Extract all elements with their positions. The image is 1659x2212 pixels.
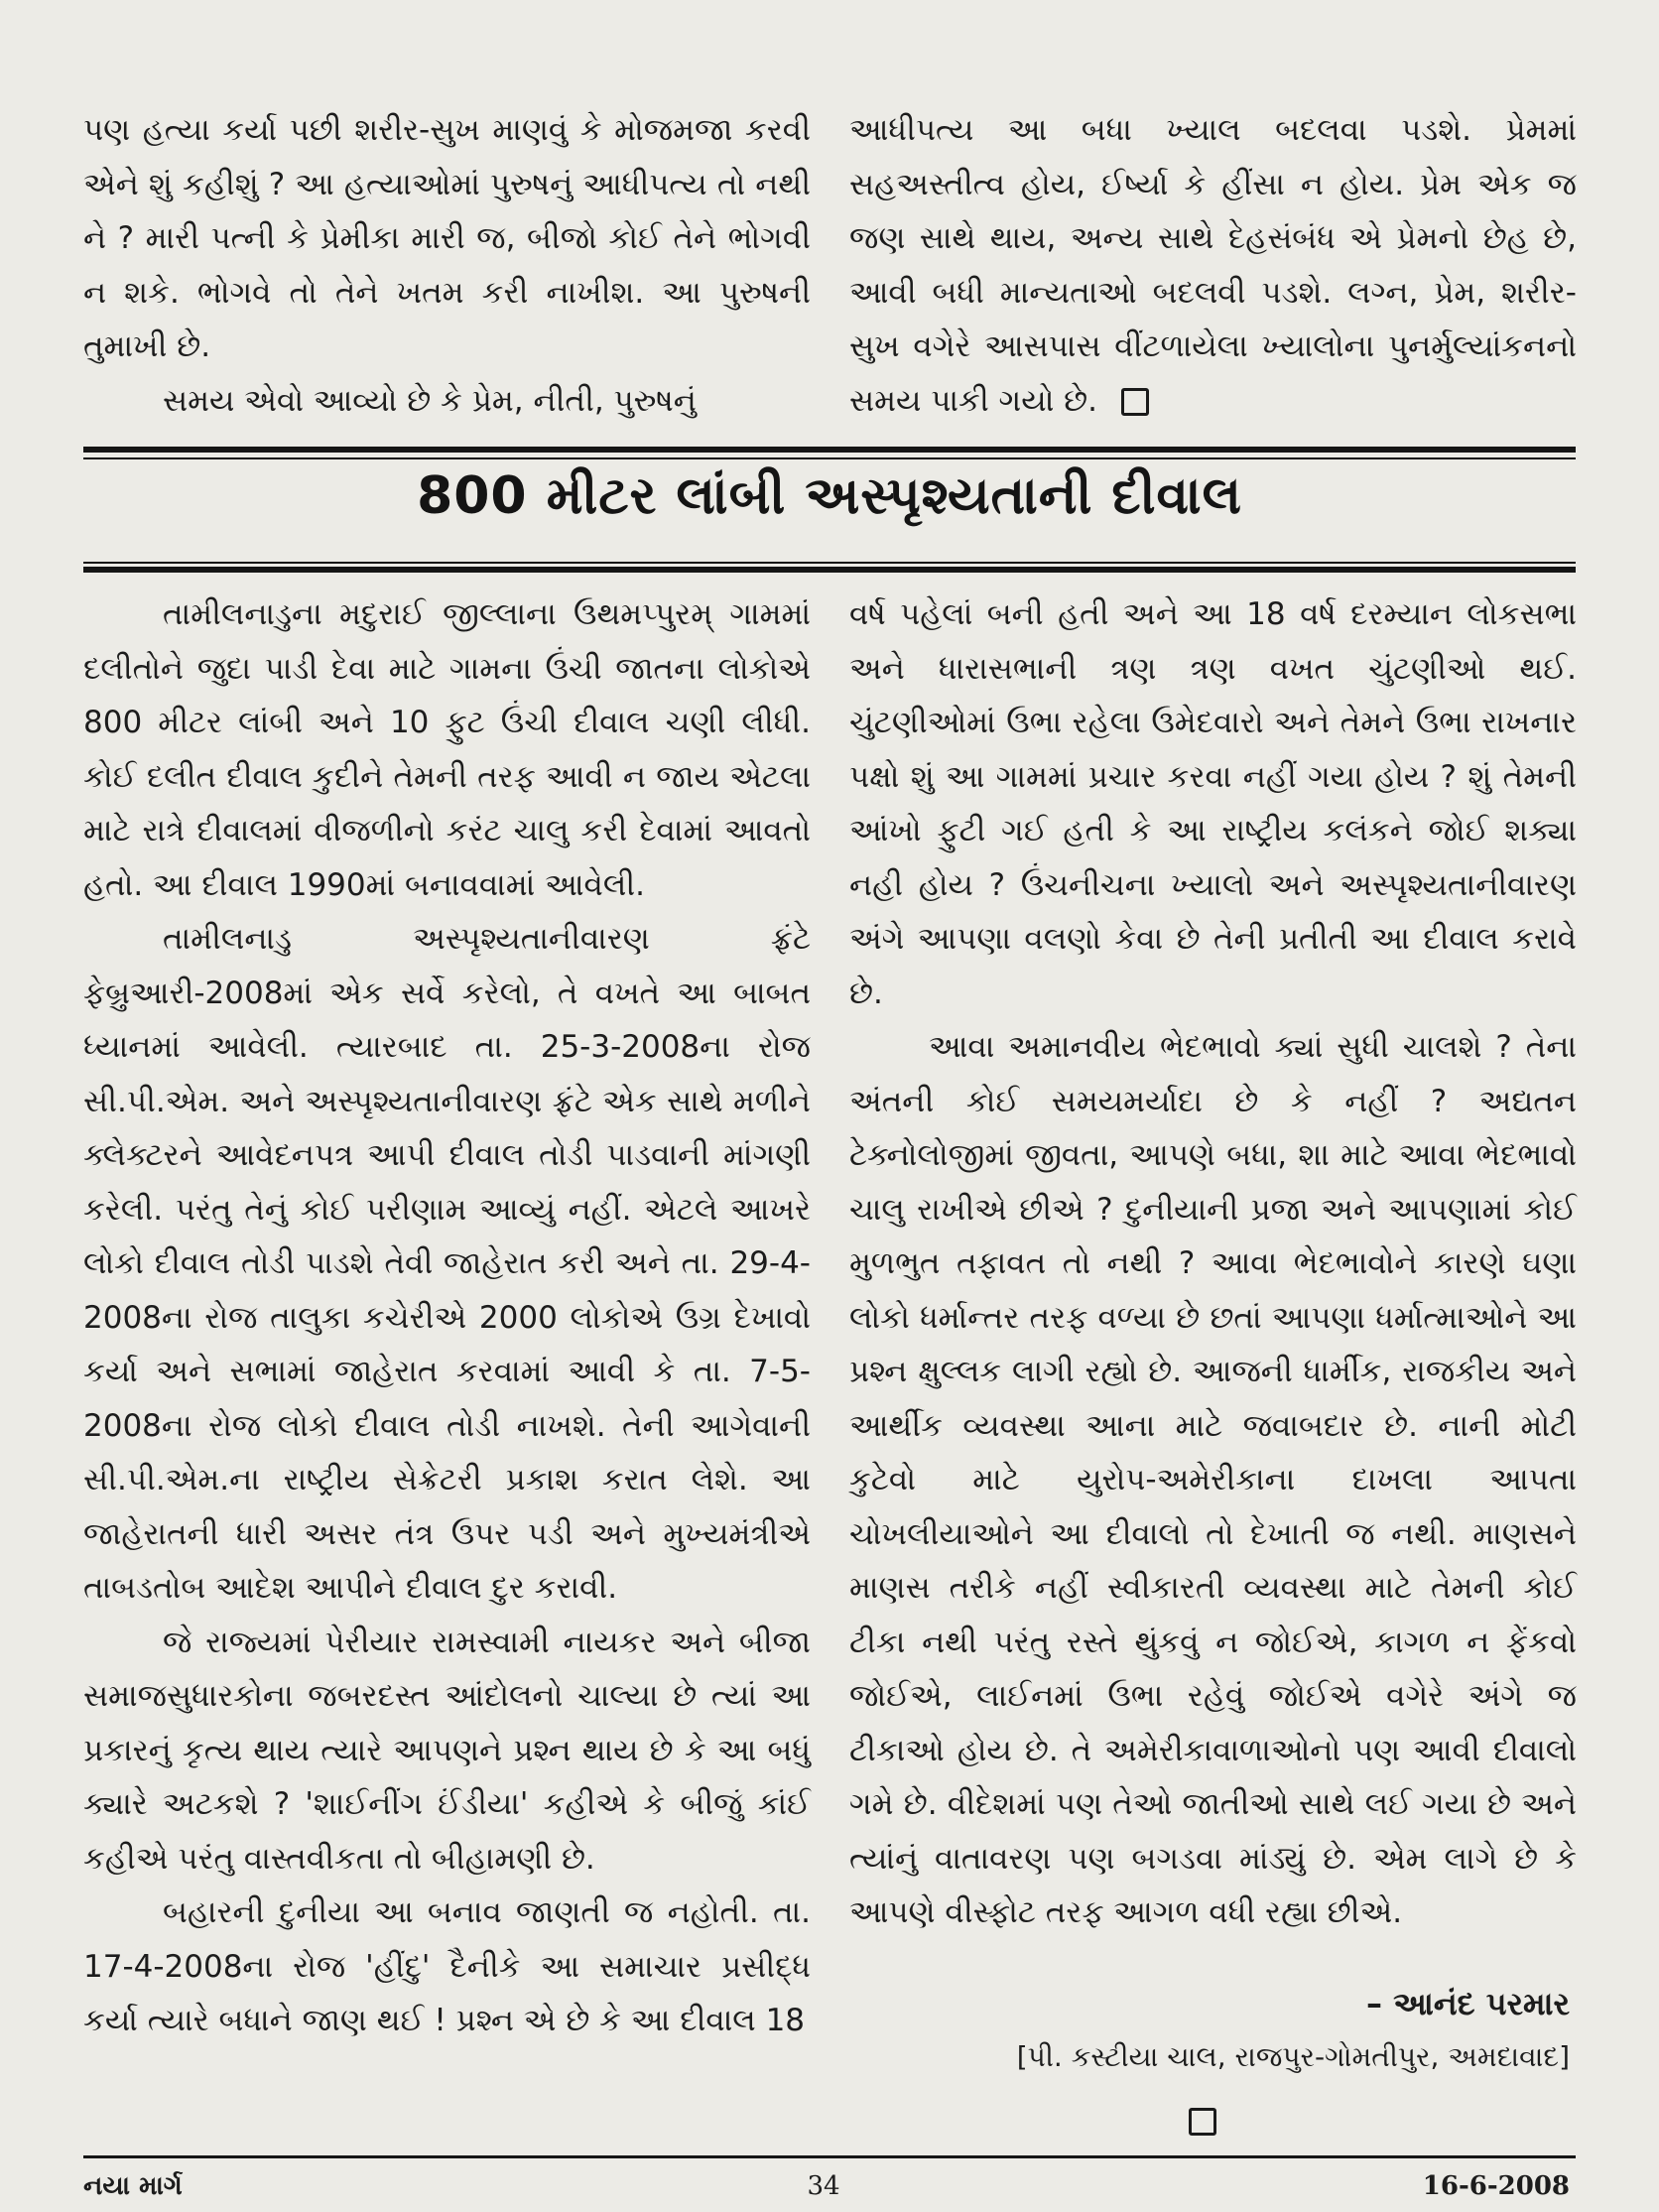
article-left-column: [83, 587, 811, 2048]
article-paragraph-4: બહારની દુનીયા આ બનાવ જાણતી જ નહોતી. તા. 17-4-2008ના રોજ 'હીંદુ' દૈનીકે આ સમાચાર પ્રસીદ્ધ કર્યા ત્યારે બધાને જાણ થઈ ! પ્રશ્ન એ છે કે આ દીવાલ 18: [83, 1894, 811, 2038]
footer-rule: [83, 2155, 1576, 2158]
article-paragraph-5: વર્ષ પહેલાં બની હતી અને આ 18 વર્ષ દરમ્યાન લોકસભા અને ધારાસભાની ત્રણ ત્રણ વખત ચુંટણીઓ થઈ. ચુંટણીઓમાં ઉભા રહેલા ઉમેદવારો અને તેમને ઉભા રાખનાર પક્ષો શું આ ગામમાં પ્રચાર કરવા નહીં ગયા હોય ? શું તેમની આંખો ફુટી ગઈ હતી કે આ રાષ્ટ્રીય કલંકને જોઈ શક્યા નહી હોય ? ઉંચનીચના ખ્યાલો અને અસ્પૃશ્યતાનીવારણ અંગે આપણા વલણો કેવા છે તેની પ્રતીતી આ દીવાલ કરાવે છે.: [849, 596, 1577, 1011]
top-left-paragraph-2: સમય એવો આવ્યો છે કે પ્રેમ, નીતી, પુરુષનું: [163, 382, 697, 419]
title-top-rule-thick: [83, 447, 1576, 453]
footer-page-number: 34: [807, 2171, 840, 2201]
author-address: [પી. કસ્ટીયા ચાલ, રાજપુર-ગોમતીપુર, અમદાવાદ]: [1016, 2040, 1570, 2073]
top-right-column: [849, 103, 1577, 428]
article-paragraph-2: તામીલનાડુ અસ્પૃશ્યતાનીવારણ ફ્રંટે ફેબ્રુઆરી-2008માં એક સર્વે કરેલો, તે વખતે આ બાબત ધ્યાનમાં આવેલી. ત્યારબાદ તા. 25-3-2008ના રોજ સી.પી.એમ. અને અસ્પૃશ્યતાનીવારણ ફ્રંટે એક સાથે મળીને ક્લેક્ટરને આવેદનપત્ર આપી દીવાલ તોડી પાડવાની માંગણી કરેલી. પરંતુ તેનું કોઈ પરીણામ આવ્યું નહીં. એટલે આખરે લોકો દીવાલ તોડી પાડશે તેવી જાહેરાત કરી અને તા. 29-4-2008ના રોજ તાલુકા કચેરીએ 2000 લોકોએ ઉગ્ર દેખાવો કર્યા અને સભામાં જાહેરાત કરવામાં આવી કે તા. 7-5-2008ના રોજ લોકો દીવાલ તોડી નાખશે. તેની આગેવાની સી.પી.એમ.ના રાષ્ટ્રીય સેક્રેટરી પ્રકાશ કરાત લેશે. આ જાહેરાતની ધારી અસર તંત્ર ઉપર પડી અને મુખ્યમંત્રીએ તાબડતોબ આદેશ આપીને દીવાલ દુર કરાવી.: [83, 921, 811, 1606]
article-title: 800 મીટર લાંબી અસ્પૃશ્યતાની દીવાલ: [417, 466, 1242, 526]
title-bottom-rule-thin: [83, 562, 1576, 564]
article-author: – આનંદ પરમાર: [1365, 1985, 1570, 2022]
article-paragraph-3: જે રાજ્યમાં પેરીયાર રામસ્વામી નાયકર અને બીજા સમાજસુધારકોના જબરદસ્ત આંદોલનો ચાલ્યા છે ત્યાં આ પ્રકારનું કૃત્ય થાય ત્યારે આપણને પ્રશ્ન થાય છે કે આ બધું ક્યારે અટકશે ? 'શાઈનીંગ ઈંડીયા' કહીએ કે બીજું કાંઈ કહીએ પરંતુ વાસ્તવીકતા તો બીહામણી છે.: [83, 1624, 811, 1877]
title-top-rule-thin: [83, 457, 1576, 459]
end-mark-square-icon: [1121, 388, 1149, 416]
article-right-column: [849, 587, 1577, 1940]
article-end-square-icon: [1189, 2108, 1216, 2136]
top-right-paragraph-1-text: આધીપત્ય આ બધા ખ્યાલ બદલવા પડશે. પ્રેમમાં સહઅસ્તીત્વ હોય, ઈર્ષ્યા કે હીંસા ન હોય. પ્રેમ એક જ જણ સાથે થાય, અન્ય સાથે દેહસંબંધ એ પ્રેમનો છેહ છે, આવી બધી માન્યતાઓ બદલવી પડશે. લગ્ન, પ્રેમ, શરીર-સુખ વગેરે આસપાસ વીંટળાયેલા ખ્યાલોના પુનર્મુલ્યાંકનનો સમય પાકી ગયો છે.: [849, 112, 1577, 419]
footer-magazine-name: નયા માર્ગ: [83, 2171, 183, 2201]
title-bottom-rule-thick: [83, 567, 1576, 573]
footer-date: 16-6-2008: [1422, 2171, 1570, 2201]
top-right-paragraph-1: [849, 103, 1577, 428]
top-left-paragraph-1: પણ હત્યા કર્યા પછી શરીર-સુખ માણવું કે મોજમજા કરવી એને શું કહીશું ? આ હત્યાઓમાં પુરુષનું આધીપત્ય તો નથી ને ? મારી પત્ની કે પ્રેમીકા મારી જ, બીજો કોઈ તેને ભોગવી ન શકે. ભોગવે તો તેને ખતમ કરી નાખીશ. આ પુરુષની તુમાખી છે.: [83, 112, 811, 364]
article-paragraph-6: આવા અમાનવીય ભેદભાવો ક્યાં સુધી ચાલશે ? તેના અંતની કોઈ સમયમર્યાદા છે કે નહીં ? અદ્યતન ટેક્નોલોજીમાં જીવતા, આપણે બધા, શા માટે આવા ભેદભાવો ચાલુ રાખીએ છીએ ? દુનીયાની પ્રજા અને આપણામાં કોઈ મુળભુત તફાવત તો નથી ? આવા ભેદભાવોને કારણે ઘણા લોકો ધર્માન્તર તરફ વળ્યા છે છતાં આપણા ધર્માત્માઓને આ પ્રશ્ન ક્ષુલ્લક લાગી રહ્યો છે. આજની ધાર્મીક, રાજકીય અને આર્થીક વ્યવસ્થા આના માટે જવાબદાર છે. નાની મોટી કુટેવો માટે યુરોપ-અમેરીકાના દાખલા આપતા ચોખલીયાઓને આ દીવાલો તો દેખાતી જ નથી. માણસને માણસ તરીકે નહીં સ્વીકારતી વ્યવસ્થા માટે તેમની કોઈ ટીકા નથી પરંતુ રસ્તે થુંકવું ન જોઈએ, કાગળ ન ફેંકવો જોઈએ, લાઈનમાં ઉભા રહેવું જોઈએ વગેરે અંગે જ ટીકાઓ હોય છે. તે અમેરીકાવાળાઓનો પણ આવી દીવાલો ગમે છે. વીદેશમાં પણ તેઓ જાતીઓ સાથે લઈ ગયા છે અને ત્યાંનું વાતાવરણ પણ બગડવા માંડ્યું છે. એમ લાગે છે કે આપણે વીસ્ફોટ તરફ આગળ વધી રહ્યા છીએ.: [849, 1029, 1577, 1930]
top-left-column: [83, 103, 811, 428]
article-paragraph-1: તામીલનાડુના મદુરાઈ જીલ્લાના ઉથમપ્પુરમ્ ગામમાં દલીતોને જુદા પાડી દેવા માટે ગામના ઉંચી જાતના લોકોએ 800 મીટર લાંબી અને 10 ફુટ ઉંચી દીવાલ ચણી લીધી. કોઈ દલીત દીવાલ કુદીને તેમની તરફ આવી ન જાય એટલા માટે રાત્રે દીવાલમાં વીજળીનો કરંટ ચાલુ કરી દેવામાં આવતો હતો. આ દીવાલ 1990માં બનાવવામાં આવેલી.: [83, 596, 811, 903]
